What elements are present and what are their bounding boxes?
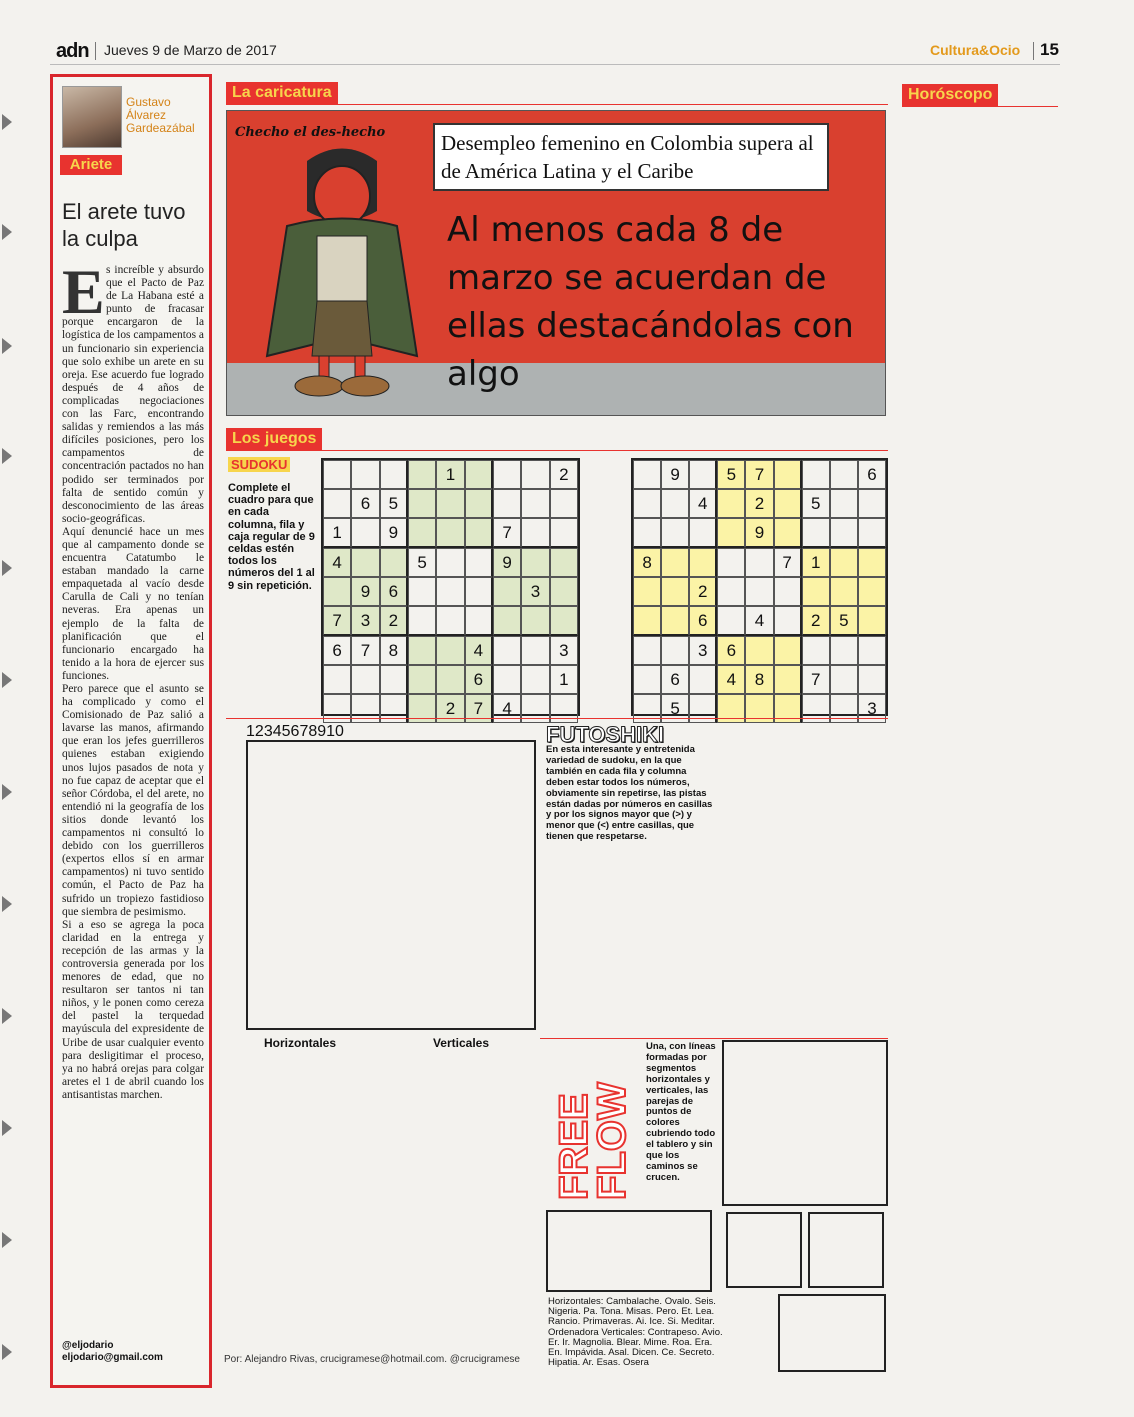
horizontal-clues: [222, 1036, 378, 1052]
sudoku-cell: 1: [436, 460, 464, 489]
sudoku-cell: [436, 489, 464, 518]
sudoku-cell: [465, 460, 493, 489]
sudoku-cell: [550, 577, 578, 606]
sudoku-cell: [661, 606, 689, 636]
sudoku-cell: [661, 489, 689, 518]
author-name: Gustavo Álvarez Gardeazábal: [126, 95, 195, 135]
sudoku-cell: 5: [380, 489, 408, 518]
sudoku-cell: [436, 636, 464, 665]
sudoku-cell: [436, 606, 464, 636]
sudoku-cell: [661, 518, 689, 548]
sudoku-cell: 7: [323, 606, 351, 636]
sudoku-cell: [408, 665, 436, 694]
sudoku-cell: [408, 489, 436, 518]
speech-bubble: Desempleo femenino en Colombia supera al de América Latina y el Caribe: [433, 123, 829, 191]
sudoku-grid-2: [631, 458, 888, 716]
sudoku-instructions: Complete el cuadro para que en cada columna, fila y caja regular de 9 celdas estén todos los números del 1 al 9 sin repetición.: [228, 482, 315, 592]
section-name: Cultura&Ocio: [930, 42, 1021, 58]
sudoku-cell: [323, 577, 351, 606]
sudoku-cell: 3: [858, 694, 886, 723]
sudoku-cell: [380, 460, 408, 489]
sudoku-cell: [323, 460, 351, 489]
sudoku-label: SUDOKU: [228, 457, 290, 472]
crossword-column-number: 10: [326, 723, 344, 740]
drop-cap: E: [62, 256, 105, 327]
sudoku-cell: [493, 636, 521, 665]
sudoku-cell: 6: [351, 489, 379, 518]
page-date: Jueves 9 de Marzo de 2017: [104, 42, 277, 58]
sudoku-cell: [717, 548, 745, 577]
column-signature: [62, 1340, 163, 1364]
sudoku-cell: [689, 548, 717, 577]
sudoku-cell: [408, 636, 436, 665]
sudoku-cell: [802, 577, 830, 606]
sudoku-cell: [689, 665, 717, 694]
divider: [1033, 42, 1034, 60]
sudoku-cell: [521, 489, 549, 518]
column-body-text: [62, 256, 204, 1101]
sudoku-cell: [858, 636, 886, 665]
futoshiki-puzzle-2: [546, 868, 714, 1036]
sudoku-cell: [858, 665, 886, 694]
margin-mark: [2, 672, 12, 688]
futoshiki-solution-grid-2: [808, 1212, 884, 1288]
sudoku-cell: [661, 548, 689, 577]
sudoku-cell: [774, 489, 802, 518]
sudoku-cell: [689, 460, 717, 489]
sudoku-cell: [717, 577, 745, 606]
crossword-column-number: 2: [254, 723, 264, 740]
sudoku-cell: [351, 665, 379, 694]
sudoku-cell: [717, 518, 745, 548]
sudoku-cell: 2: [689, 577, 717, 606]
sudoku-cell: [408, 518, 436, 548]
sudoku-cell: [323, 665, 351, 694]
sudoku-cell: [689, 518, 717, 548]
vertical-clues: [382, 1036, 540, 1052]
page-number: 15: [1040, 40, 1059, 59]
sudoku-cell: [717, 606, 745, 636]
sudoku-cell: 3: [521, 577, 549, 606]
sudoku-cell: [550, 518, 578, 548]
margin-mark: [2, 784, 12, 800]
sudoku-cell: 9: [351, 577, 379, 606]
author-handle: @eljodario: [62, 1340, 114, 1351]
sudoku-cell: 5: [830, 606, 858, 636]
sudoku-cell: 4: [465, 636, 493, 665]
futoshiki-title: FUTOSHIKI: [546, 722, 665, 747]
sudoku-cell: [633, 665, 661, 694]
column-body: [62, 256, 204, 1102]
sudoku-cell: [745, 548, 773, 577]
vertical-clues-title: Verticales: [432, 1036, 490, 1050]
sudoku-cell: 1: [550, 665, 578, 694]
crossword-column-number: 7: [299, 723, 309, 740]
cartoon-panel: [226, 110, 886, 416]
crossword-column-number: 5: [281, 723, 291, 740]
cartoon-header: La caricatura: [226, 82, 338, 104]
sudoku-grid-1: [321, 458, 580, 716]
sudoku-cell: [661, 577, 689, 606]
sudoku-cell: [633, 460, 661, 489]
sudoku-cell: [633, 577, 661, 606]
sudoku-cell: 2: [436, 694, 464, 723]
character-shoe: [341, 376, 389, 396]
sudoku-cell: [661, 636, 689, 665]
header-rule: [50, 64, 1060, 65]
sudoku-cell: [550, 489, 578, 518]
margin-mark: [2, 1344, 12, 1360]
sudoku-cell: [351, 460, 379, 489]
crossword-column-number: 6: [290, 723, 300, 740]
crossword-credits: Por: Alejandro Rivas, crucigramese@hotmail.com. @crucigramese: [224, 1354, 520, 1365]
sudoku-cell: [521, 518, 549, 548]
sudoku-cell: 2: [380, 606, 408, 636]
futoshiki-puzzle: [722, 722, 890, 892]
sudoku-cell: 3: [689, 636, 717, 665]
margin-mark: [2, 114, 12, 130]
sudoku-cell: 4: [323, 548, 351, 577]
sudoku-cell: [436, 518, 464, 548]
crossword-column-numbers: [246, 723, 536, 741]
horoscope-header: Horóscopo: [902, 84, 998, 106]
sudoku-cell: 3: [550, 636, 578, 665]
cartoonist-signature: Checho el des-hecho: [235, 125, 386, 140]
cartoon-character: [247, 141, 437, 411]
sudoku-cell: 3: [351, 606, 379, 636]
sudoku-cell: 4: [717, 665, 745, 694]
sudoku-cell: [830, 577, 858, 606]
section-rule: [540, 1038, 888, 1039]
column-tag: Ariete: [60, 155, 122, 175]
sudoku-cell: [465, 577, 493, 606]
sudoku-cell: [830, 489, 858, 518]
sudoku-cell: 2: [550, 460, 578, 489]
sudoku-cell: 9: [380, 518, 408, 548]
sudoku-cell: [380, 665, 408, 694]
freeflow-instructions: Una, con líneas formadas por segmentos horizontales y verticales, las parejas de puntos de colores cubriendo todo el tablero y sin que los caminos se crucen.: [646, 1041, 716, 1183]
sudoku-cell: 8: [633, 548, 661, 577]
sudoku-cell: [830, 518, 858, 548]
sudoku-cell: 6: [380, 577, 408, 606]
sudoku-cell: 2: [745, 489, 773, 518]
section-rule: [226, 718, 888, 719]
sudoku-cell: 7: [493, 518, 521, 548]
horizontal-clues-title: Horizontales: [263, 1036, 336, 1050]
margin-mark: [2, 448, 12, 464]
sudoku-cell: [717, 489, 745, 518]
sudoku-cell: 7: [351, 636, 379, 665]
crossword-grid: [246, 740, 536, 1030]
sudoku-cell: 6: [661, 665, 689, 694]
sudoku-cell: [802, 518, 830, 548]
sudoku-cell: [380, 548, 408, 577]
sudoku-cell: [858, 606, 886, 636]
margin-mark: [2, 896, 12, 912]
crossword-column-number: 3: [263, 723, 273, 740]
futoshiki-instructions: En esta interesante y entretenida variedad de sudoku, en la que también en cada fila y columna deben estar todos los números, obviamente sin repetirse, las pistas están dadas por números en casillas y por los signos mayor que (>) y menor que (<) entre casillas, que tienen que respetarse.: [546, 744, 713, 843]
sudoku-cell: 4: [745, 606, 773, 636]
sudoku-cell: [521, 665, 549, 694]
sudoku-cell: 8: [380, 636, 408, 665]
sudoku-cell: 7: [774, 548, 802, 577]
sudoku-cell: [858, 489, 886, 518]
sudoku-cell: 6: [858, 460, 886, 489]
sudoku-cell: [633, 606, 661, 636]
sudoku-cell: [774, 665, 802, 694]
sudoku-cell: 9: [661, 460, 689, 489]
sudoku-cell: [802, 460, 830, 489]
sudoku-cell: 1: [802, 548, 830, 577]
sudoku-cell: [351, 548, 379, 577]
author-photo: [62, 86, 122, 148]
sudoku-cell: [465, 518, 493, 548]
header-rule: [226, 104, 888, 105]
author-email[interactable]: eljodario@gmail.com: [62, 1352, 163, 1363]
header-rule: [226, 450, 888, 451]
sudoku-cell: [774, 636, 802, 665]
sudoku-cell: [408, 460, 436, 489]
sudoku-cell: [633, 518, 661, 548]
sudoku-cell: [465, 489, 493, 518]
sudoku-cell: [493, 665, 521, 694]
crossword-column-number: 1: [246, 723, 255, 740]
sudoku-cell: [351, 518, 379, 548]
sudoku-cell: [802, 636, 830, 665]
sudoku-cell: [858, 548, 886, 577]
sudoku-cell: [436, 548, 464, 577]
sudoku-cell: [436, 665, 464, 694]
margin-mark: [2, 338, 12, 354]
freeflow-title-free: FREE: [552, 1093, 596, 1200]
sudoku-cell: [521, 548, 549, 577]
column-paragraph: Aquí denuncié hace un mes que al campamento donde se encuentra Catatumbo le estaban mandado la carne empaquetada al vacío desde Carulla de Cali y no tenían neveras. Era apenas un ejemplo de la falta de planificación que el funcionario encargado ha tenido a la hora de ejercer sus funciones.: [62, 525, 204, 682]
sudoku-cell: 7: [745, 460, 773, 489]
margin-mark: [2, 1120, 12, 1136]
sudoku-cell: [745, 577, 773, 606]
column-paragraph: Si a eso se agrega la poca claridad en la entrega y recepción de las armas y la controversia generada por los menores de edad, que no resultaron ser tantos ni tan niños, y le ponen como cereza del pastel la terquedad mayúscula del expresidente de Uribe de usar cualquier evento para desligitimar el proceso, ya no habrá orejas para colgar aretes el 1 de abril cuando los antisantistas marchen.: [62, 918, 204, 1101]
sudoku-cell: 2: [802, 606, 830, 636]
character-shorts: [312, 301, 372, 356]
sudoku-cell: [493, 577, 521, 606]
column-paragraph: Pero parece que el asunto se ha complicado y como el Comisionado de Paz salió a lavarse las manos, afirmando que eran los jefes guerrilleros quienes estaban exigiendo unos lujos pasados de nota y no fue capaz de aceptar que el señor Córdoba, el del arete, no entendió ni la geografía de los sitios donde levantó los campamentos ni consultó lo debido con los guerrilleros (expertos ellos sí en armar campamentos) ni tuvo sentido común, el Pacto de Paz ha sufrido un tropiezo fastidioso que siembra de pesimismo.: [62, 683, 204, 918]
sudoku-cell: [323, 489, 351, 518]
sudoku-cell: 6: [689, 606, 717, 636]
sudoku-cell: 9: [745, 518, 773, 548]
games-header: Los juegos: [226, 428, 322, 450]
sudoku-cell: [745, 636, 773, 665]
sudoku-cell: [830, 460, 858, 489]
sudoku-cell: [521, 606, 549, 636]
divider: [95, 42, 96, 60]
column-paragraph: s increíble y absurdo que el Pacto de Paz de La Habana esté a punto de fracasar porque encargaron de la logística de los campamentos a un funcionario sin experiencia que solo exhibe un arete en su oreja. Ese acuerdo fue logrado después de 4 años de complicadas negociaciones con las Farc, encontrando salidas y remiendos a las más difíciles posiciones, pero los campamentos de concentración pactados no han podido ser terminados por falta de sentido común y desconocimiento de las áreas socio-geográficas.: [62, 264, 204, 525]
sudoku-cell: 8: [745, 665, 773, 694]
sum-solution-grid: [778, 1294, 886, 1372]
sudoku-cell: 6: [465, 665, 493, 694]
sudoku-cell: [830, 636, 858, 665]
freeflow-title-flow: FLOW: [590, 1082, 634, 1200]
sudoku-cell: [633, 636, 661, 665]
sudoku-cell: [521, 460, 549, 489]
sudoku-cell: 5: [661, 694, 689, 723]
sudoku-cell: [465, 548, 493, 577]
margin-mark: [2, 560, 12, 576]
futoshiki-solution-grid-1: [726, 1212, 802, 1288]
margin-mark: [2, 224, 12, 240]
sudoku-cell: 6: [323, 636, 351, 665]
sudoku-cell: 5: [408, 548, 436, 577]
cartoon-caption: Al menos cada 8 de marzo se acuerdan de ellas destacándolas con algo: [447, 210, 854, 394]
sudoku-cell: [633, 489, 661, 518]
margin-mark: [2, 1232, 12, 1248]
sudoku-cell: [493, 489, 521, 518]
brand-logo: adn: [56, 40, 89, 62]
sudoku-cell: 4: [493, 694, 521, 723]
sudoku-cell: 7: [802, 665, 830, 694]
sudoku-cell: [550, 606, 578, 636]
sudoku-cell: 6: [717, 636, 745, 665]
sudoku-cell: [465, 606, 493, 636]
sudoku-cell: 1: [323, 518, 351, 548]
sudoku-cell: [408, 577, 436, 606]
sudoku-cell: [436, 577, 464, 606]
sudoku-cell: [493, 460, 521, 489]
freeflow-grid: [722, 1040, 888, 1206]
character-shoe: [295, 376, 343, 396]
crossword-solution: Horizontales: Cambalache. Ovalo. Seis. Nigeria. Pa. Tona. Misas. Pero. Et. Lea. Rancio. Primaveras. Ai. Ice. Si. Meditar. Ordenadora Verticales: Contrapeso. Avio. Er. Ir. Magnolia. Blear. Mime. Roa. Era. En. Impávida. Asal. Dicen. Ce. Secreto. Hipatia. Ar. Esas. Osera: [548, 1296, 723, 1369]
header-rule: [902, 106, 1058, 107]
sudoku-cell: [858, 518, 886, 548]
dropcap-space: [62, 264, 106, 314]
sudoku-cell: 9: [493, 548, 521, 577]
sudoku-solution-mini: [546, 1210, 712, 1292]
sudoku-cell: 5: [717, 460, 745, 489]
sudoku-cell: [774, 460, 802, 489]
sudoku-cell: [521, 636, 549, 665]
sudoku-cell: [830, 665, 858, 694]
sudoku-cell: [408, 606, 436, 636]
margin-mark: [2, 1008, 12, 1024]
sudoku-cell: [858, 577, 886, 606]
sudoku-cell: [774, 606, 802, 636]
sudoku-cell: [774, 518, 802, 548]
sudoku-cell: 4: [689, 489, 717, 518]
crossword-column-number: 8: [308, 723, 318, 740]
sudoku-cell: 5: [802, 489, 830, 518]
sudoku-cell: 7: [465, 694, 493, 723]
sudoku-cell: [774, 577, 802, 606]
sudoku-cell: [830, 548, 858, 577]
character-face: [314, 166, 370, 226]
sudoku-cell: [493, 606, 521, 636]
column-title: El arete tuvo la culpa: [62, 199, 186, 251]
crossword-column-number: 4: [272, 723, 282, 740]
sudoku-cell: [550, 548, 578, 577]
crossword-column-number: 9: [317, 723, 327, 740]
